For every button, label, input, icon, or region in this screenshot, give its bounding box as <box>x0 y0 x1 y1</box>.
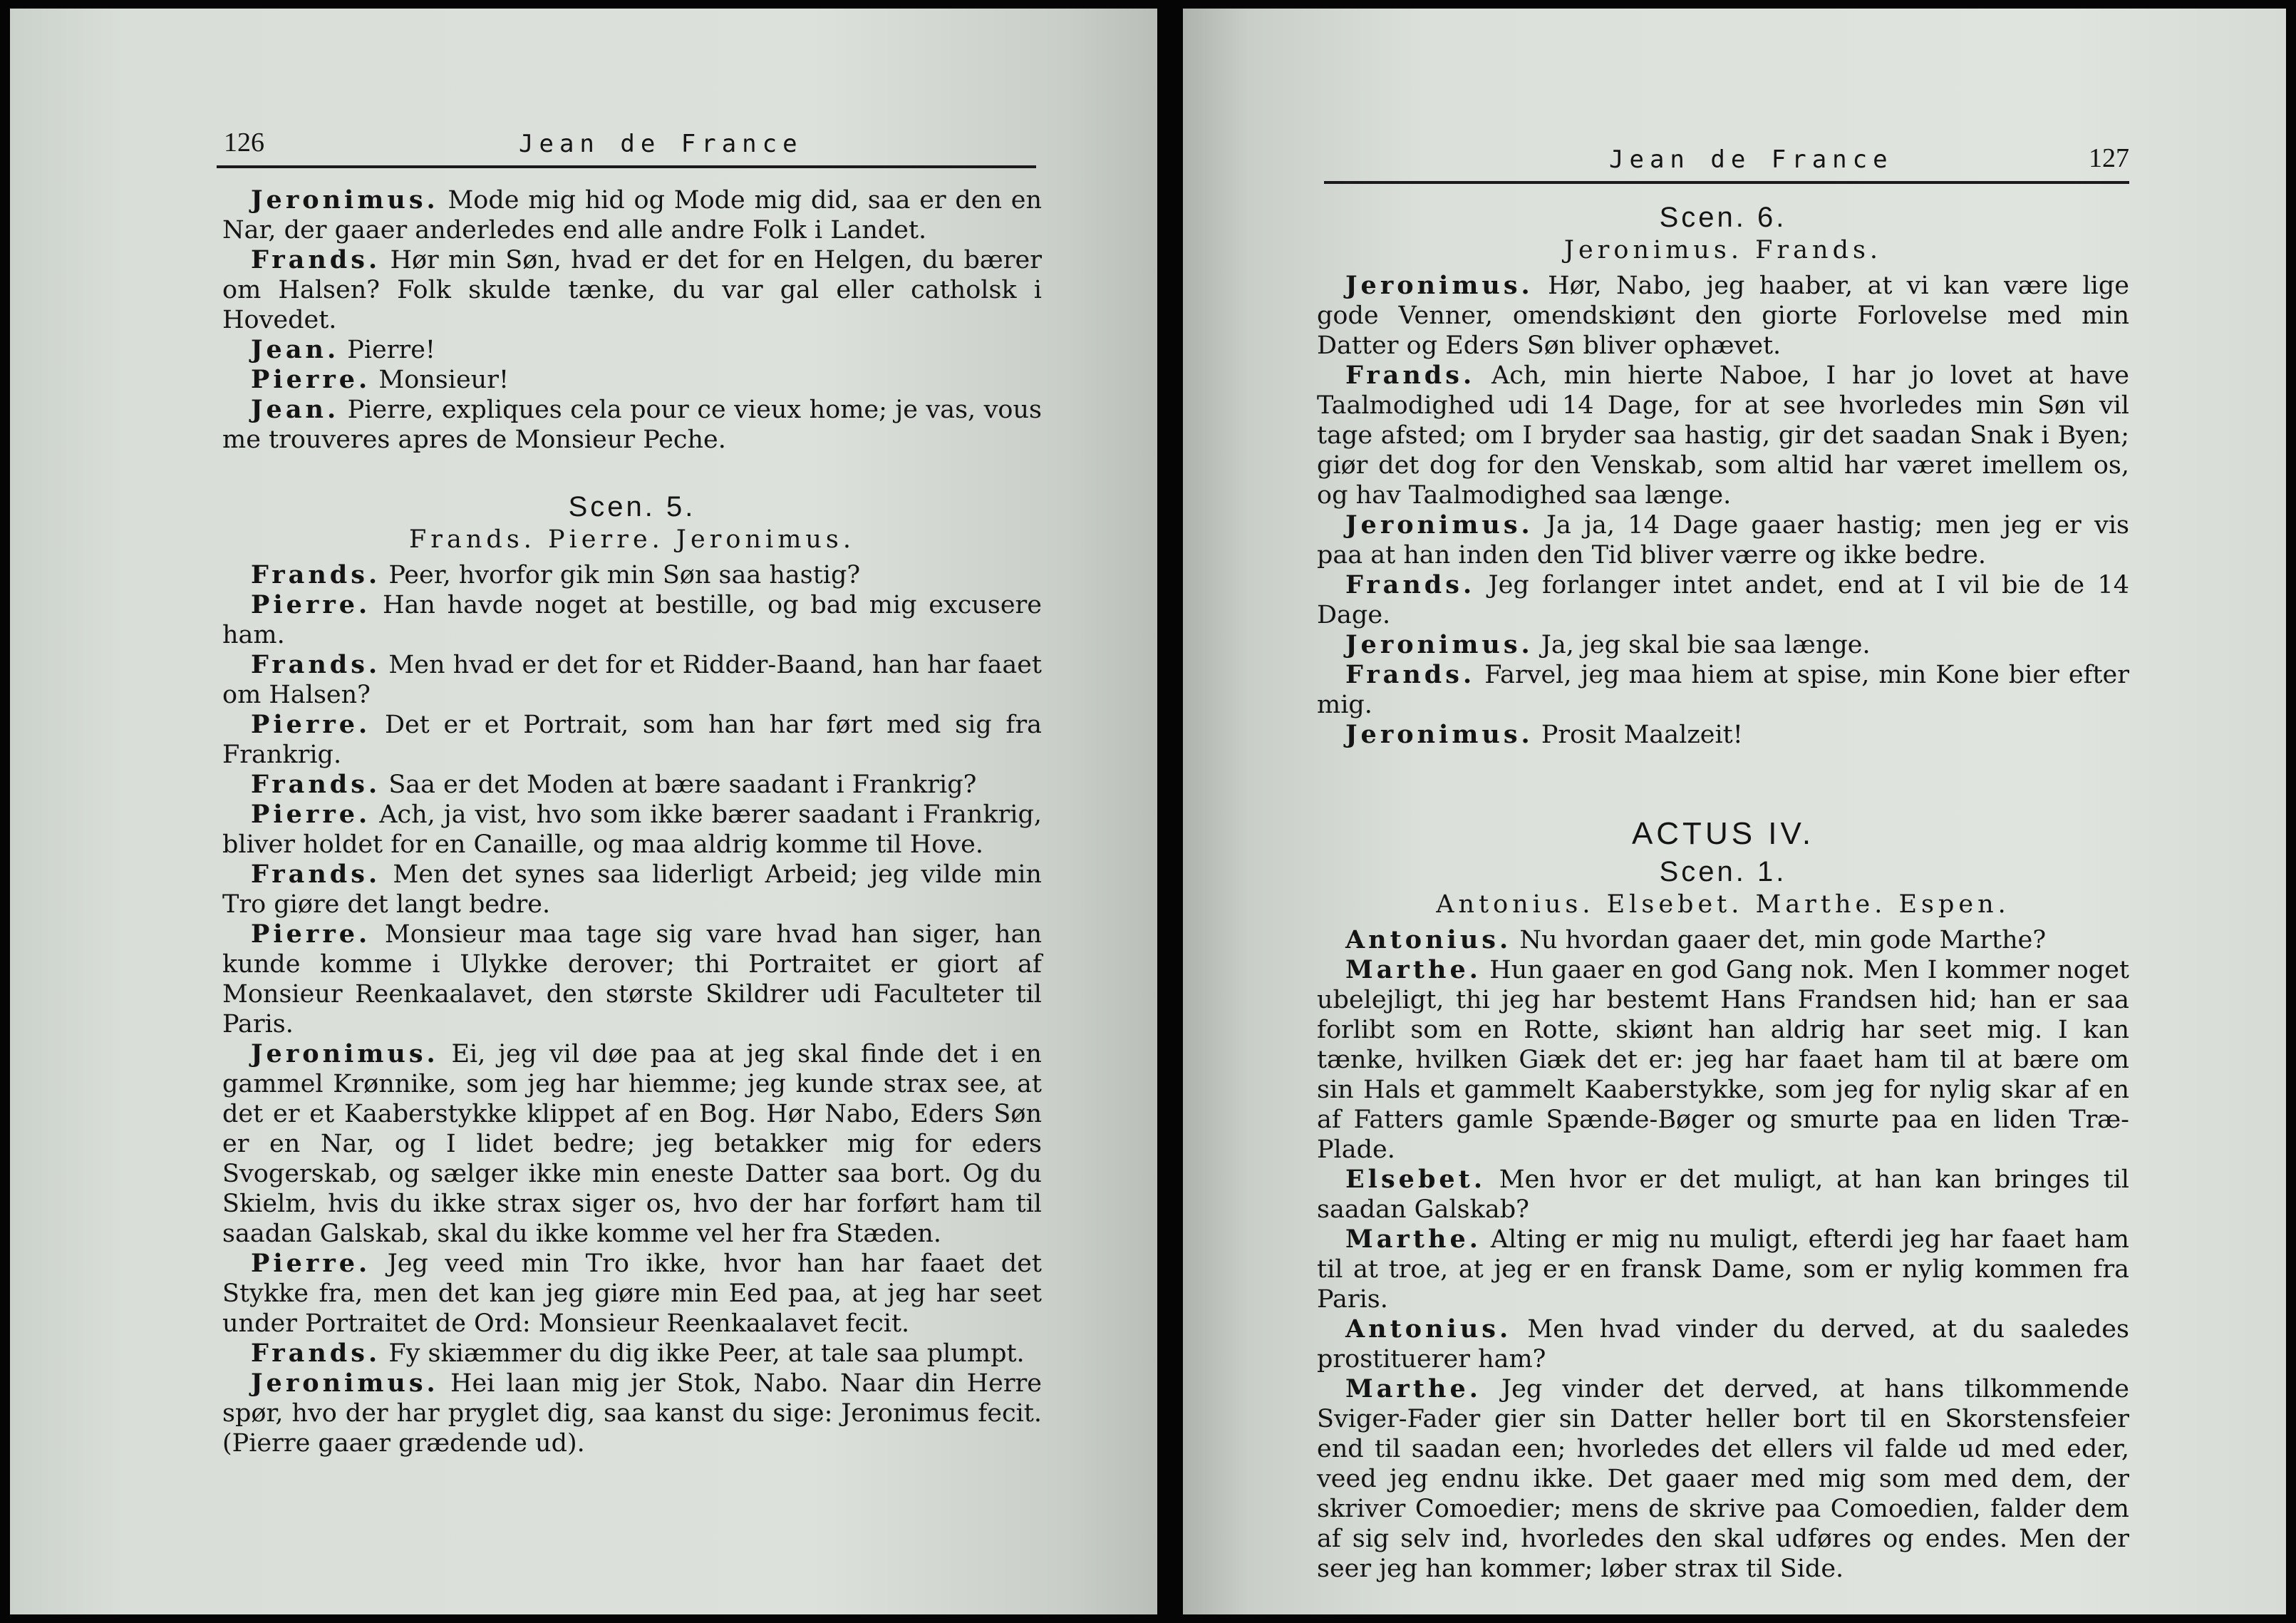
dialogue-paragraph <box>222 1039 1042 1249</box>
speaker-name: Jeronimus. <box>1345 271 1534 300</box>
speaker-name: Marthe. <box>1345 1374 1481 1403</box>
speaker-name: Frands. <box>1345 660 1476 689</box>
left-page-header <box>217 115 1036 168</box>
speech-text: Ja ja, 14 Dage gaaer hastig; men jeg er vis paa at han inden den Tid bliver værre og ikke bedre. <box>1317 511 2129 570</box>
speech-text: Prosit Maalzeit! <box>1541 721 1743 749</box>
speech-text: Ei, jeg vil døe paa at jeg skal finde det i en gammel Krønnike, som jeg har hiemme; jeg kunde strax see, at det er et Kaaberstykke klippet af en Bog. Hør Nabo, Eders Søn er en Nar, og I lidet bedre; jeg betakker mig for eders Svogerskab, og sælger ikke min eneste Datter saa bort. Og du Skielm, hvis du ikke strax siger os, hvo der har forført ham til saadan Galskab, skal du ikke komme vel her fra Stæden. <box>222 1040 1042 1248</box>
dialogue-paragraph <box>222 395 1042 455</box>
speaker-name: Jeronimus. <box>251 1369 439 1398</box>
speech-text: Saa er det Moden at bære saadant i Frankrig? <box>388 771 977 799</box>
dialogue-paragraph <box>222 335 1042 365</box>
right-page-header <box>1324 131 2129 184</box>
speech-text: Men hvad vinder du derved, at du saaledes prostituerer ham? <box>1317 1315 2129 1374</box>
speaker-name: Frands. <box>251 560 381 589</box>
dialogue-paragraph <box>1317 1314 2129 1374</box>
speech-text: Hør, Nabo, jeg haaber, at vi kan være lige gode Venner, omendskiønt den giorte Forlovelse med min Datter og Eders Søn bliver ophævet. <box>1317 272 2129 360</box>
dialogue-paragraph <box>1317 925 2129 955</box>
dialogue-block <box>1317 271 2129 750</box>
speech-text: Jeg vinder det derved, at hans tilkommende Sviger-Fader gier sin Datter heller bort til en Skorstensfeier end til saadan een; hvorledes det ellers vil falde ud med eder, veed jeg endnu ikke. Det gaaer med mig som med dem, der skriver Comoedier; mens de skrive paa Comoedien, falder dem af sig selv ind, hvorledes den skal udføres og endes. Men der seer jeg han kommer; løber strax til Side. <box>1317 1375 2129 1583</box>
speech-text: Peer, hvorfor gik min Søn saa hastig? <box>388 561 861 589</box>
dialogue-paragraph <box>222 590 1042 650</box>
scene-title: Scen. 5. <box>568 491 696 522</box>
dialogue-paragraph <box>1317 1165 2129 1225</box>
speaker-name: Pierre. <box>251 365 371 394</box>
dialogue-paragraph <box>222 185 1042 245</box>
scene-cast: Jeronimus. Frands. <box>1563 236 1883 264</box>
dialogue-paragraph <box>222 860 1042 919</box>
speech-text: Men det synes saa liderligt Arbeid; jeg vilde min Tro giøre det langt bedre. <box>222 860 1042 919</box>
speech-text: Hør min Søn, hvad er det for en Helgen, du bærer om Halsen? Folk skulde tænke, du var gal eller catholsk i Hovedet. <box>222 246 1042 334</box>
speaker-name: Jeronimus. <box>251 1039 439 1068</box>
scene-title: Scen. 6. <box>1659 202 1787 233</box>
speaker-name: Pierre. <box>251 919 371 949</box>
speech-text: Pierre! <box>347 336 435 364</box>
speech-text: Ja, jeg skal bie saa længe. <box>1541 631 1871 659</box>
speaker-name: Pierre. <box>251 800 371 829</box>
left-page <box>10 9 1157 1614</box>
speaker-name: Frands. <box>251 650 381 679</box>
speech-text: Fy skiæmmer du dig ikke Peer, at tale saa plumpt. <box>388 1339 1025 1368</box>
dialogue-paragraph <box>222 1369 1042 1458</box>
speaker-name: Pierre. <box>251 590 371 619</box>
speaker-name: Jeronimus. <box>1345 630 1534 659</box>
page-number-left: 126 <box>224 128 264 158</box>
running-head-left: Jean de France <box>519 130 803 158</box>
dialogue-paragraph <box>222 770 1042 800</box>
dialogue-paragraph <box>1317 1225 2129 1314</box>
dialogue-paragraph <box>1317 660 2129 720</box>
speaker-name: Marthe. <box>1345 955 1481 984</box>
speaker-name: Jeronimus. <box>1345 510 1534 540</box>
speaker-name: Jean. <box>251 335 340 364</box>
speaker-name: Jeronimus. <box>251 185 439 215</box>
speech-text: Ach, min hierte Naboe, I har jo lovet at have Taalmodighed udi 14 Dage, for at see hvorledes min Søn vil tage afsted; om I bryder saa hastig, gir det saadan Snak i Byen; giør det dog for den Venskab, som altid har været imellem os, og hav Taalmodighed saa længe. <box>1317 361 2129 510</box>
left-page-body <box>222 185 1042 1458</box>
dialogue-paragraph <box>222 650 1042 710</box>
right-page-body <box>1317 200 2129 1584</box>
dialogue-paragraph <box>222 710 1042 770</box>
speaker-name: Frands. <box>1345 361 1476 390</box>
dialogue-paragraph <box>222 1249 1042 1339</box>
speech-text: Farvel, jeg maa hiem at spise, min Kone bier efter mig. <box>1317 661 2129 719</box>
scene-cast: Frands. Pierre. Jeronimus. <box>408 525 856 554</box>
speech-text: Han havde noget at bestille, og bad mig excusere ham. <box>222 591 1042 649</box>
dialogue-paragraph <box>222 919 1042 1039</box>
speech-text: Hei laan mig jer Stok, Nabo. Naar din Herre spør, hvo der har pryglet dig, saa kanst du sige: Jeronimus fecit. (Pierre gaaer grædende ud). <box>222 1369 1042 1458</box>
speaker-name: Frands. <box>251 245 381 274</box>
speech-text: Det er et Portrait, som han har ført med sig fra Frankrig. <box>222 711 1042 769</box>
speech-text: Jeg veed min Tro ikke, hvor han har faaet det Stykke fra, men det kan jeg giøre min Eed paa, at jeg har seet under Portraitet de Ord: Monsieur Reenkaalavet fecit. <box>222 1250 1042 1338</box>
speaker-name: Antonius. <box>1345 1314 1512 1344</box>
dialogue-paragraph <box>1317 510 2129 570</box>
speech-text: Men hvad er det for et Ridder-Baand, han har faaet om Halsen? <box>222 651 1042 709</box>
dialogue-paragraph <box>1317 570 2129 630</box>
speech-text: Jeg forlanger intet andet, end at I vil bie de 14 Dage. <box>1317 571 2129 629</box>
speech-text: Ach, ja vist, hvo som ikke bærer saadant i Frankrig, bliver holdet for en Canaille, og maa aldrig komme til Hove. <box>222 800 1042 859</box>
speaker-name: Antonius. <box>1345 925 1512 954</box>
speaker-name: Frands. <box>1345 570 1476 599</box>
speech-text: Mode mig hid og Mode mig did, saa er den en Nar, der gaaer anderledes end alle andre Folk i Landet. <box>222 186 1042 244</box>
dialogue-paragraph <box>222 245 1042 335</box>
speech-text: Monsieur! <box>378 366 510 394</box>
dialogue-block <box>222 560 1042 1458</box>
act-title: ACTUS IV. <box>1631 816 1815 851</box>
speaker-name: Pierre. <box>251 1249 371 1278</box>
dialogue-block <box>1317 925 2129 1584</box>
speaker-name: Frands. <box>251 860 381 889</box>
dialogue-paragraph <box>222 800 1042 860</box>
speech-text: Nu hvordan gaaer det, min gode Marthe? <box>1519 926 2047 954</box>
speaker-name: Jeronimus. <box>1345 720 1534 749</box>
speaker-name: Marthe. <box>1345 1225 1481 1254</box>
dialogue-paragraph <box>1317 955 2129 1165</box>
dialogue-paragraph <box>222 560 1042 590</box>
scene-title: Scen. 1. <box>1659 856 1787 887</box>
speech-text: Pierre, expliques cela pour ce vieux home; je vas, vous me trouveres apres de Monsieur Peche. <box>222 396 1042 454</box>
dialogue-paragraph <box>1317 271 2129 361</box>
dialogue-paragraph <box>1317 630 2129 660</box>
speech-text: Men hvor er det muligt, at han kan bringes til saadan Galskab? <box>1317 1165 2129 1224</box>
scene-cast: Antonius. Elsebet. Marthe. Espen. <box>1436 890 2010 919</box>
speech-text: Alting er mig nu muligt, efterdi jeg har faaet ham til at troe, at jeg er en fransk Dame, som er nylig kommen fra Paris. <box>1317 1225 2129 1314</box>
running-head-right: Jean de France <box>1609 145 1893 174</box>
speaker-name: Frands. <box>251 770 381 799</box>
dialogue-paragraph <box>1317 361 2129 510</box>
speech-text: Hun gaaer en god Gang nok. Men I kommer noget ubelejligt, thi jeg har bestemt Hans Frandsen hid; han er saa forlibt som en Rotte, skiønt han aldrig har seet mig. I kan tænke, hvilken Giæk det er: jeg har faaet ham til at bære om sin Hals et gammelt Kaaberstykke, som jeg for nylig skar af en af Fatters gamle Spænde-Bøger og smurte paa en liden Træ-Plade. <box>1317 956 2129 1164</box>
speaker-name: Elsebet. <box>1345 1165 1486 1194</box>
speech-text: Monsieur maa tage sig vare hvad han siger, han kunde komme i Ulykke derover; thi Portraitet er giort af Monsieur Reenkaalavet, den største Skildrer udi Faculteter til Paris. <box>222 920 1042 1039</box>
dialogue-paragraph <box>1317 720 2129 750</box>
dialogue-block <box>222 185 1042 455</box>
page-number-right: 127 <box>2089 143 2129 173</box>
right-page <box>1183 9 2286 1614</box>
speaker-name: Pierre. <box>251 710 371 739</box>
speaker-name: Jean. <box>251 395 340 424</box>
speaker-name: Frands. <box>251 1339 381 1368</box>
dialogue-paragraph <box>222 365 1042 395</box>
dialogue-paragraph <box>222 1339 1042 1369</box>
dialogue-paragraph <box>1317 1374 2129 1584</box>
